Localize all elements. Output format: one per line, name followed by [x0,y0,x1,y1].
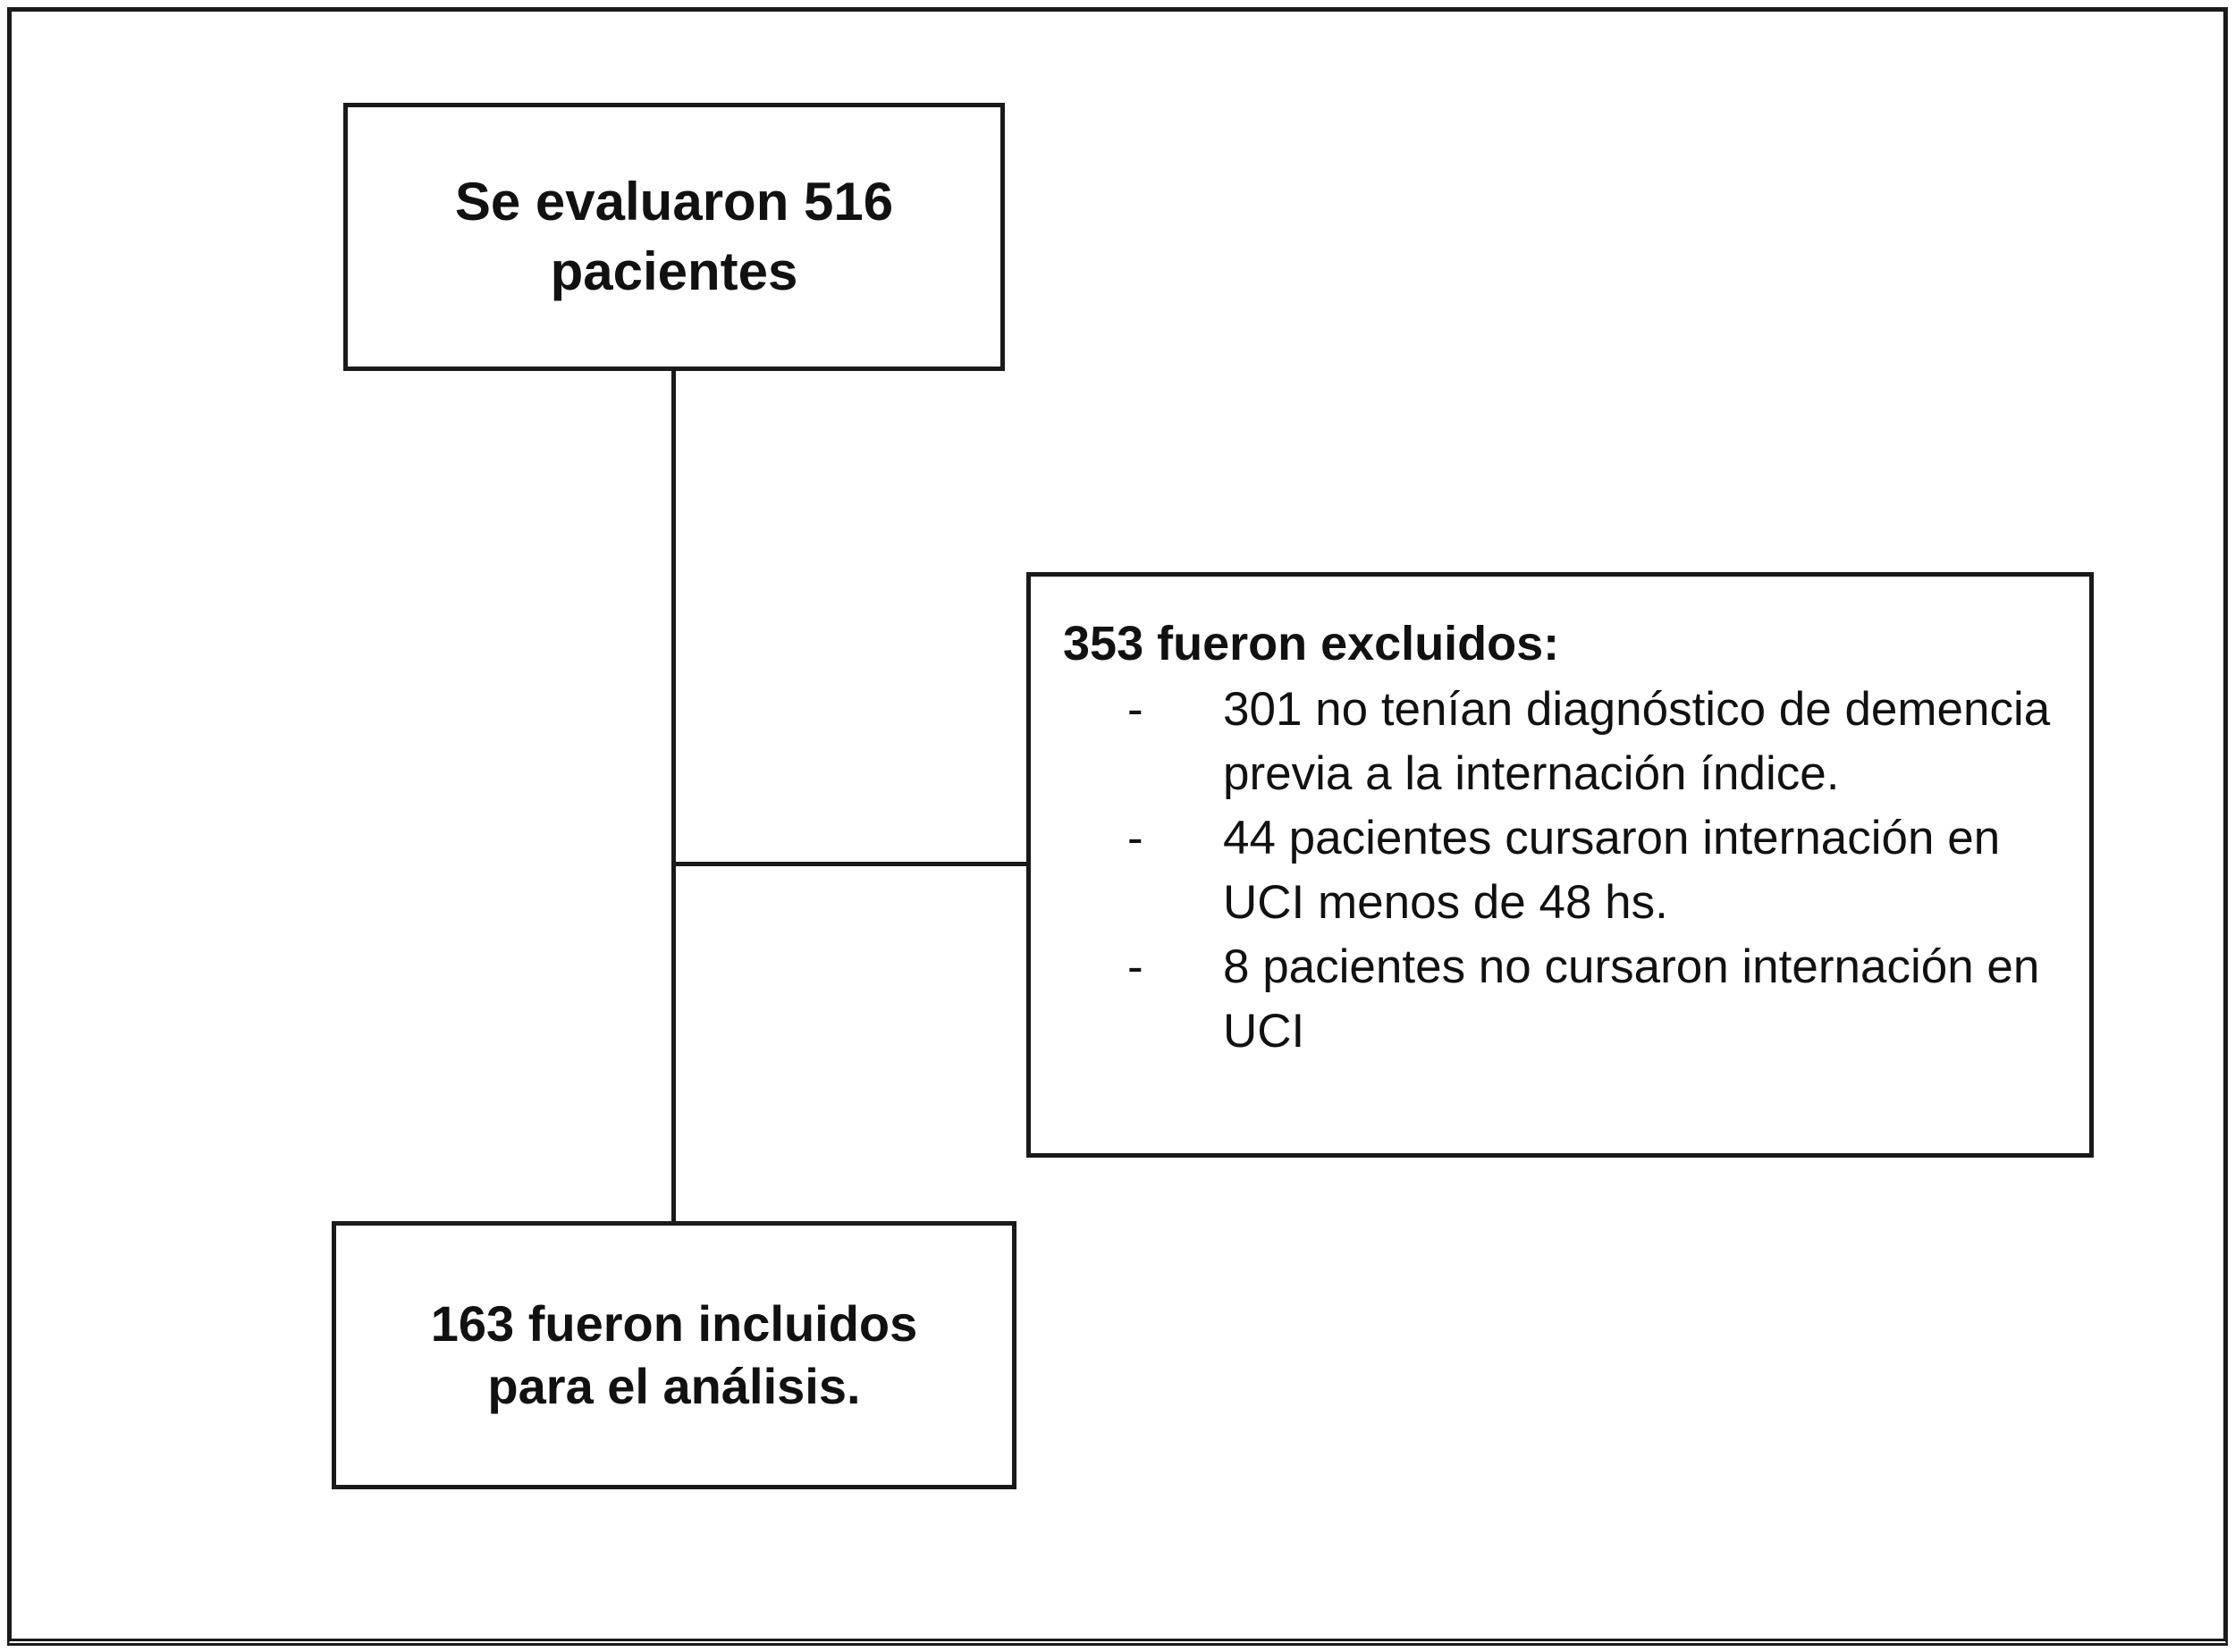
included-line-1: 163 fueron incluidos [430,1295,918,1352]
exclusion-item-text: 44 pacientes cursaron internación en UCI menos de 48 hs. [1223,812,2001,929]
exclusion-item-text: 8 pacientes no cursaron internación en UCI [1223,940,2040,1058]
included-box [332,1221,1016,1489]
exclusion-item [1063,806,2062,935]
evaluated-line-2: pacientes [550,241,798,301]
bullet-dash: - [1127,812,1143,864]
evaluated-box [343,103,1005,371]
bullet-dash: - [1127,940,1143,993]
exclusion-list [1063,678,2062,1064]
evaluated-text [455,167,893,307]
exclusion-item [1063,678,2062,806]
included-line-2: para el análisis. [487,1358,861,1414]
excluded-title: 353 fueron excluidos: [1063,617,1560,670]
excluded-box [1026,572,2094,1158]
exclusion-item-text: 301 no tenían diagnóstico de demencia previa a la internación índice. [1223,683,2051,800]
evaluated-line-1: Se evaluaron 516 [454,172,894,232]
connector-to-exclusions [671,862,1026,866]
exclusion-item [1063,935,2062,1064]
bullet-dash: - [1127,683,1143,736]
connector-vertical [671,371,676,1221]
included-text [431,1293,918,1418]
